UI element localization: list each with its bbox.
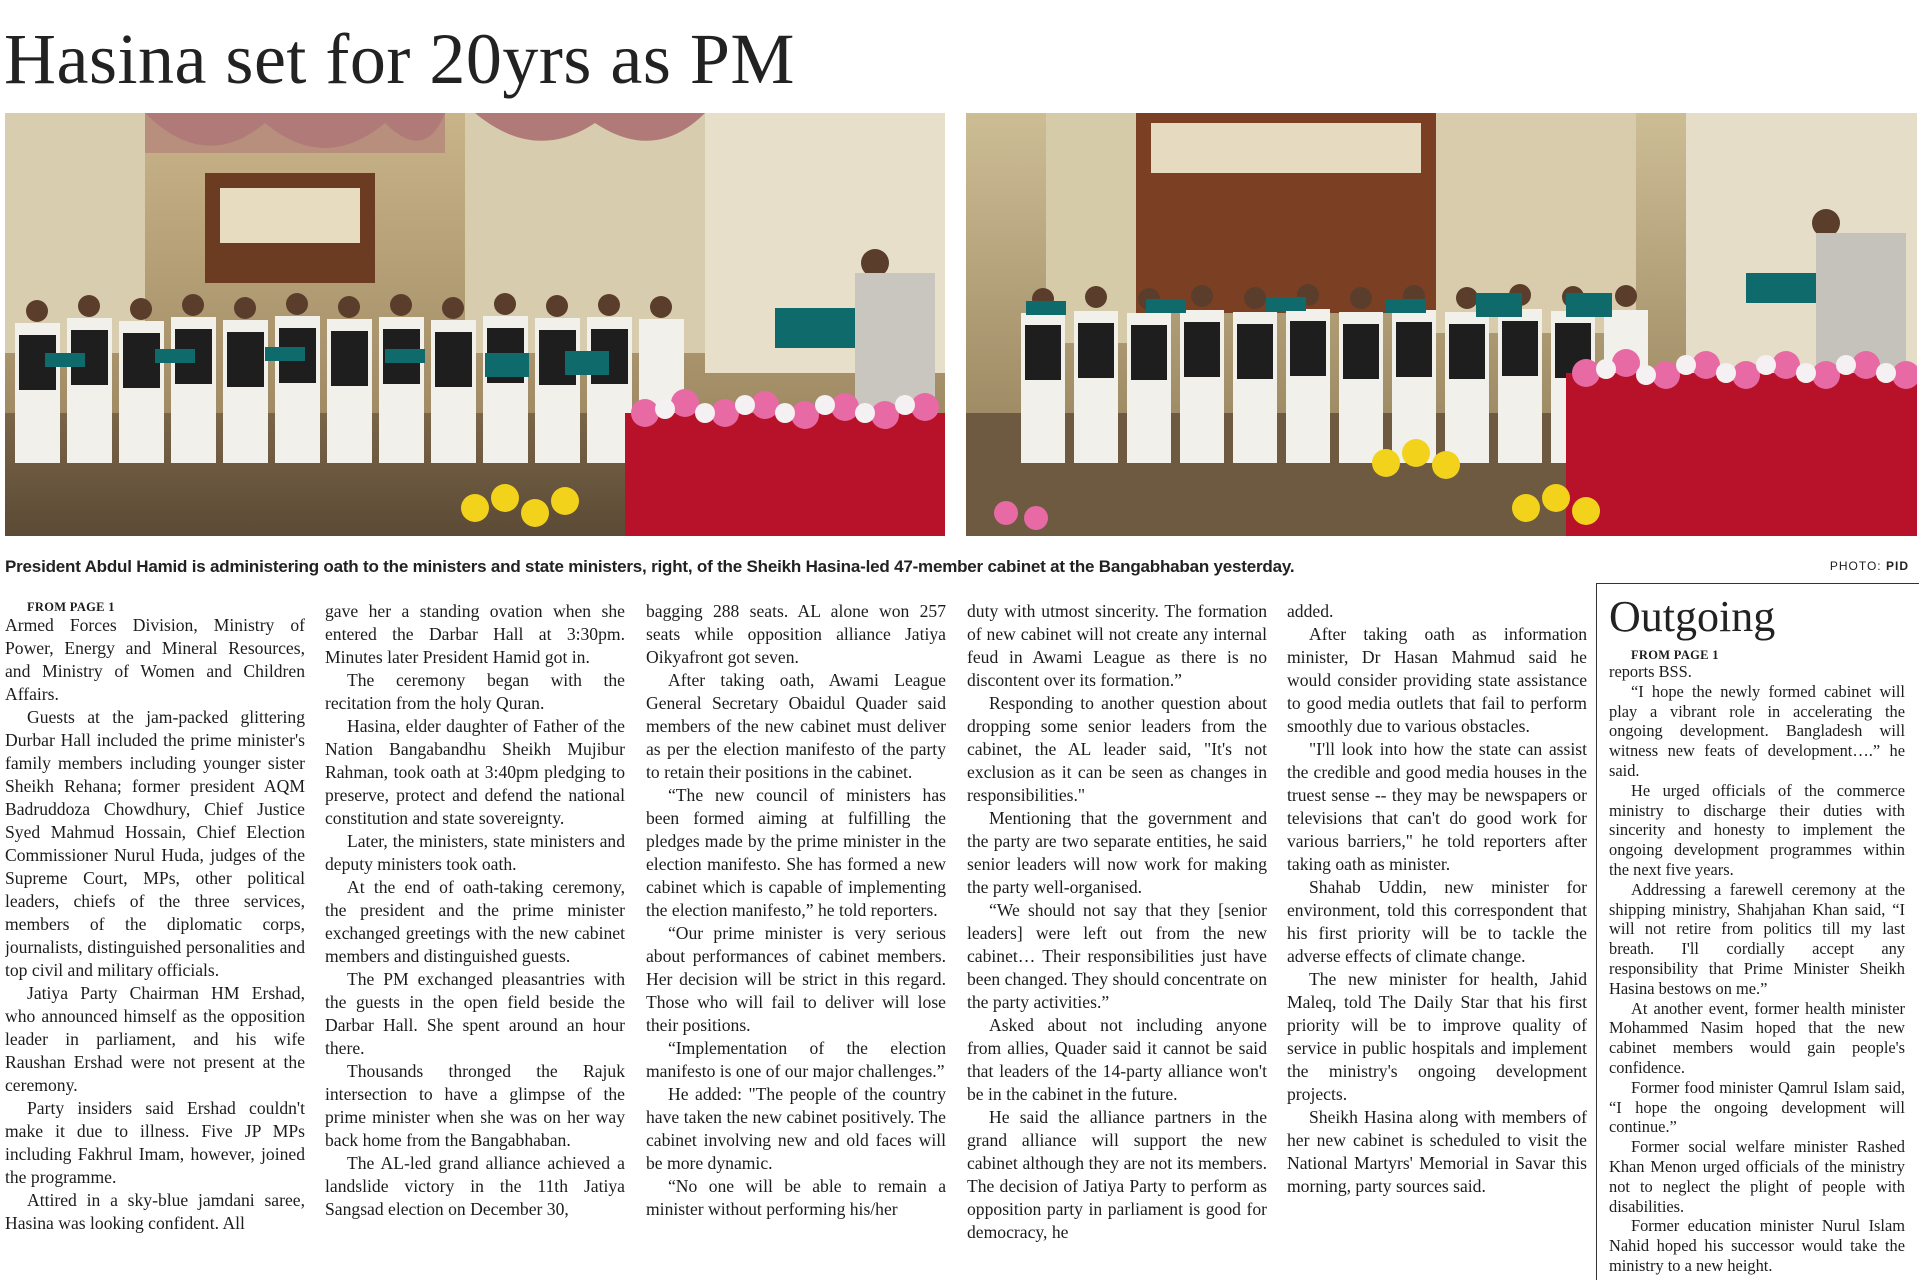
paragraph: “Implementation of the election manifesto is one of our major challenges.” (646, 1038, 946, 1081)
paragraph: Mentioning that the government and the party are two separate entities, he said senior leaders will now work for making the party well-organised. (967, 808, 1267, 897)
article-column-1 (5, 600, 305, 1280)
paragraph: At the end of oath-taking ceremony, the president and the prime minister exchanged greetings with the new cabinet members and distinguished guests. (325, 877, 625, 966)
photo-credit (1830, 559, 1909, 573)
paragraph: Responding to another question about dropping some senior leaders from the cabinet, the AL leader said, "It's not exclusion as it can be seen as changes in responsibilities." (967, 693, 1267, 805)
sidebar-body (1609, 648, 1905, 1276)
paragraph: “No one will be able to remain a minister without performing his/her (646, 1176, 946, 1219)
paragraph: Former food minister Qamrul Islam said, “I hope the ongoing development will continue.” (1609, 1077, 1905, 1137)
paragraph: Jatiya Party Chairman HM Ershad, who announced himself as the opposition leader in parliament, and his wife Raushan Ershad were not present at the ceremony. (5, 983, 305, 1095)
paragraph: gave her a standing ovation when she entered the Darbar Hall at 3:30pm. Minutes later President Hamid got in. (325, 601, 625, 667)
paragraph: “Our prime minister is very serious about performances of cabinet members. Her decision will be strict in this regard. Those who will fail to deliver will lose their positions. (646, 923, 946, 1035)
paragraph: After taking oath, Awami League General Secretary Obaidul Quader said members of the new cabinet must deliver as per the election manifesto of the party to retain their positions in the cabinet. (646, 670, 946, 782)
paragraph: Former social welfare minister Rashed Khan Menon urged officials of the ministry not to neglect the plight of people with disabilities. (1609, 1137, 1905, 1216)
photo-credit-source: PID (1885, 559, 1909, 573)
sidebar-title: Outgoing (1609, 592, 1776, 641)
photo-caption: President Abdul Hamid is administering oath to the ministers and state ministers, right, of the Sheikh Hasina-led 47-member cabinet at the Bangabhaban yesterday. (5, 557, 1295, 576)
paragraph: "I'll look into how the state can assist the credible and good media houses in the truest sense -- they may be newspapers or televisions that can't do good work for various barriers," he told reporters after taking oath as minister. (1287, 739, 1587, 874)
paragraph: The PM exchanged pleasantries with the guests in the open field beside the Darbar Hall. She spent around an hour there. (325, 969, 625, 1058)
paragraph: Later, the ministers, state ministers and deputy ministers took oath. (325, 831, 625, 874)
oath-ceremony-photo-right (966, 113, 1917, 536)
photo-credit-label: PHOTO: (1829, 559, 1882, 573)
paragraph: “I hope the newly formed cabinet will play a vibrant role in accelerating the ongoing development. Bangladesh will witness new feats of development….” he said. (1609, 681, 1905, 780)
paragraph: At another event, former health minister Mohammed Nasim hoped that the new cabinet members would gain people's confidence. (1609, 998, 1905, 1077)
paragraph: He added: "The people of the country have taken the new cabinet positively. The cabinet involving new and old faces will be more dynamic. (646, 1084, 946, 1173)
article-column-3 (646, 600, 946, 1280)
paragraph: He urged officials of the commerce ministry to discharge their duties with sincerity and honesty to implement the ongoing development programmes within the next five years. (1609, 780, 1905, 879)
paragraph: The new minister for health, Jahid Maleq, told The Daily Star that his first priority will be to improve quality of service in public hospitals and implement the ministry's ongoing development projects. (1287, 969, 1587, 1104)
paragraph: Armed Forces Division, Ministry of Power, Energy and Mineral Resources, and Ministry of Women and Children Affairs. (5, 615, 305, 704)
paragraph: added. (1287, 601, 1334, 621)
paragraph: reports BSS. (1609, 662, 1692, 681)
paragraph: “The new council of ministers has been formed aiming at fulfilling the pledges made by the prime minister in the election manifesto. She has formed a new cabinet which is capable of implementing the election manifesto,” he told reporters. (646, 785, 946, 920)
paragraph: Sheikh Hasina along with members of her new cabinet is scheduled to visit the National Martyrs' Memorial in Savar this morning, party sources said. (1287, 1107, 1587, 1196)
paragraph: duty with utmost sincerity. The formation of new cabinet will not create any internal feud in Awami League as there is no discontent over its formation.” (967, 601, 1267, 690)
paragraph: Attired in a sky-blue jamdani saree, Hasina was looking confident. All (5, 1190, 305, 1233)
paragraph: Party insiders said Ershad couldn't make it due to illness. Five JP MPs including Fakhrul Imam, however, joined the programme. (5, 1098, 305, 1187)
headline: Hasina set for 20yrs as PM (4, 19, 795, 99)
paragraph: After taking oath as information minister, Dr Hasan Mahmud said he would consider providing state assistance to good media outlets that fail to perform smoothly due to various obstacles. (1287, 624, 1587, 736)
article-column-4 (967, 600, 1267, 1280)
paragraph: Guests at the jam-packed glittering Durbar Hall included the prime minister's family members including younger sister Sheikh Rehana; former president AQM Badruddoza Chowdhury, Chief Justice Syed Mahmud Hossain, Chief Election Commissioner Nurul Huda, judges of the Supreme Court, MPs, other political leaders, chiefs of the three services, members of the diplomatic corps, journalists, distinguished personalities and top civil and military officials. (5, 707, 305, 980)
from-page-kicker: FROM PAGE 1 (27, 600, 115, 614)
paragraph: “We should not say that they [senior leaders] were left out from the new cabinet… Their responsibilities just have been changed. They should concentrate on the party activities.” (967, 900, 1267, 1012)
paragraph: The AL-led grand alliance achieved a landslide victory in the 11th Jatiya Sangsad election on December 30, (325, 1153, 625, 1219)
outgoing-sidebar (1596, 583, 1919, 1280)
paragraph: Former education minister Nurul Islam Nahid hoped his successor would take the ministry to a new height. (1609, 1216, 1905, 1275)
paragraph: bagging 288 seats. AL alone won 257 seats while opposition alliance Jatiya Oikyafront got seven. (646, 601, 946, 667)
paragraph: Thousands thronged the Rajuk intersection to have a glimpse of the prime minister when she was on her way back home from the Bangabhaban. (325, 1061, 625, 1150)
paragraph: Hasina, elder daughter of Father of the Nation Bangabandhu Sheikh Mujibur Rahman, took oath at 3:40pm pledging to preserve, protect and defend the national constitution and state sovereignty. (325, 716, 625, 828)
paragraph: Addressing a farewell ceremony at the shipping ministry, Shahjahan Khan said, “I will not retire from politics till my last breath. I'll cordially accept any responsibility that Prime Minister Sheikh Hasina bestows on me.” (1609, 879, 1905, 998)
paragraph: Shahab Uddin, new minister for environment, told this correspondent that his first priority will be to tackle the adverse effects of climate change. (1287, 877, 1587, 966)
article-column-5 (1287, 600, 1587, 1280)
article-column-2 (325, 600, 625, 1280)
oath-ceremony-photo-left (5, 113, 945, 536)
oath-ceremony-photo-left-image (5, 113, 945, 536)
paragraph: The ceremony began with the recitation from the holy Quran. (325, 670, 625, 713)
oath-ceremony-photo-right-image (966, 113, 1917, 536)
from-page-kicker: FROM PAGE 1 (1631, 648, 1719, 662)
paragraph: He said the alliance partners in the grand alliance will support the new cabinet although they are not its members. The decision of Jatiya Party to perform as opposition party in parliament is good for democracy, he (967, 1107, 1267, 1242)
paragraph: Asked about not including anyone from allies, Quader said it cannot be said that leaders of the 14-party alliance won't be in the cabinet in the future. (967, 1015, 1267, 1104)
